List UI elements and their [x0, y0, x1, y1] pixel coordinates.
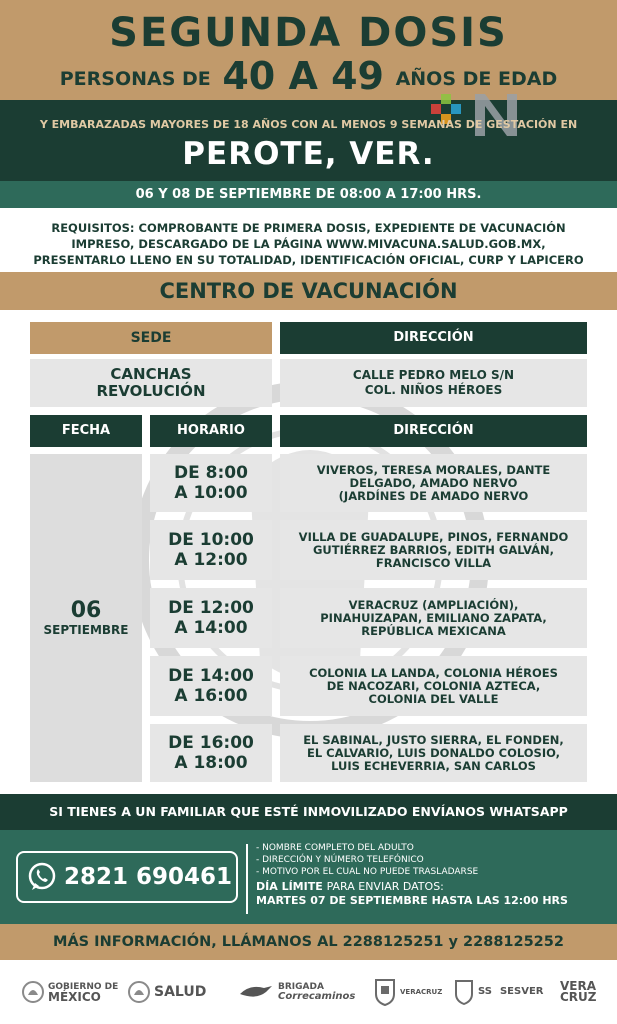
brigada-logo: [238, 976, 355, 1008]
col-fecha-header: FECHA: [30, 415, 142, 447]
colonies-line: VIVEROS, TERESA MORALES, DANTE: [316, 462, 551, 477]
col-direccion-header: DIRECCIÓN: [280, 322, 587, 354]
time-to: A 14:00: [174, 618, 248, 638]
pregnancy-note: Y EMBARAZADAS MAYORES DE 18 AÑOS CON AL MENOS 9 SEMANAS DE GESTACIÓN EN: [39, 118, 578, 131]
sede-address: CALLE PEDRO MELO S/N: [352, 368, 515, 382]
fecha-day: 06: [70, 598, 102, 623]
shield-icon: [454, 979, 474, 1005]
age-suffix: AÑOS DE EDAD: [395, 68, 558, 90]
col-direccion-header: DIRECCIÓN: [280, 415, 587, 447]
footer-logos: [0, 960, 617, 1024]
colonies-line: PINAHUIZAPAN, EMILIANO ZAPATA,: [320, 610, 547, 625]
age-range: 40 A 49: [222, 54, 384, 98]
age-prefix: PERSONAS DE: [59, 68, 211, 90]
city-title: PEROTE, VER.: [182, 136, 435, 172]
time-cell: [150, 454, 272, 512]
eagle-icon: [128, 979, 150, 1005]
salud-label: SALUD: [154, 984, 207, 1000]
col-sede-header: SEDE: [30, 322, 272, 354]
time-cell: [150, 588, 272, 648]
sede-name: CANCHAS: [110, 365, 192, 383]
colonies-line: COLONIA DEL VALLE: [368, 691, 499, 706]
colonies-line: EL SABINAL, JUSTO SIERRA, EL FONDEN,: [303, 732, 564, 747]
whatsapp-phone-box[interactable]: [16, 851, 238, 903]
colonies-line: DE NACOZARI, COLONIA AZTECA,: [326, 678, 541, 693]
colonies-cell: [280, 588, 587, 648]
time-cell: [150, 724, 272, 782]
gob-line: MÉXICO: [48, 990, 101, 1004]
deadline-rest: PARA ENVIAR DATOS:: [326, 880, 444, 893]
sede-cell: [30, 359, 272, 407]
colonies-line: FRANCISCO VILLA: [375, 555, 492, 570]
sesver-logo: [454, 976, 543, 1008]
time-from: DE 12:00: [168, 598, 254, 618]
roadrunner-icon: [238, 982, 274, 1002]
colonies-cell: [280, 656, 587, 716]
data-requirements: [256, 842, 611, 908]
time-to: A 12:00: [174, 550, 248, 570]
col-horario-header: HORARIO: [150, 415, 272, 447]
colonies-line: VILLA DE GUADALUPE, PINOS, FERNANDO: [298, 529, 569, 544]
requirement-item: - NOMBRE COMPLETO DEL ADULTO: [256, 843, 414, 853]
time-cell: [150, 520, 272, 580]
time-from: DE 14:00: [168, 666, 254, 686]
whatsapp-band: SI TIENES A UN FAMILIAR QUE ESTÉ INMOVILIZADO ENVÍANOS WHATSAPP: [0, 794, 617, 830]
gob-line: GOBIERNO DE: [48, 982, 119, 992]
sesver-label: SESVER: [499, 986, 544, 997]
fecha-cell: [30, 454, 142, 782]
sede-address-cell: [280, 359, 587, 407]
dates-band: 06 Y 08 DE SEPTIEMBRE DE 08:00 A 17:00 HRS.: [0, 181, 617, 208]
deadline-line: [256, 880, 611, 894]
deadline-label: DÍA LÍMITE: [256, 880, 323, 893]
requirements: [12, 220, 605, 268]
requirement-item: - MOTIVO POR EL CUAL NO PUEDE TRASLADARSE: [256, 867, 479, 877]
requirements-line: PRESENTARLO LLENO EN SU TOTALIDAD, IDENTIFICACIÓN OFICIAL, CURP Y LAPICERO: [33, 253, 584, 267]
deadline-date: MARTES 07 DE SEPTIEMBRE HASTA LAS 12:00 HRS: [256, 894, 568, 907]
time-cell: [150, 656, 272, 716]
gobierno-mexico-logo: [22, 976, 118, 1008]
veracruz-logo: [560, 976, 597, 1008]
time-to: A 10:00: [174, 483, 248, 503]
veracruz-gob-logo: [374, 976, 442, 1008]
vaccination-center-heading: CENTRO DE VACUNACIÓN: [0, 272, 617, 310]
divider: [246, 844, 248, 914]
sede-name: REVOLUCIÓN: [96, 382, 206, 400]
shield-icon: [374, 978, 396, 1006]
time-from: DE 16:00: [168, 733, 254, 753]
time-from: DE 8:00: [174, 463, 248, 483]
veracruz-logo-line: VERA: [560, 979, 597, 993]
time-from: DE 10:00: [168, 530, 254, 550]
colonies-line: EL CALVARIO, LUIS DONALDO COLOSIO,: [306, 745, 560, 760]
colonies-cell: [280, 724, 587, 782]
ss-label: SS: [478, 986, 492, 997]
colonies-line: (JARDÍNES DE AMADO NERVO: [338, 488, 529, 503]
colonies-cell: [280, 454, 587, 512]
brigada-line: BRIGADA: [278, 982, 324, 992]
colonies-line: DELGADO, AMADO NERVO: [349, 475, 518, 490]
colonies-line: GUTIÉRREZ BARRIOS, EDITH GALVÁN,: [312, 542, 554, 557]
colonies-line: REPÚBLICA MEXICANA: [361, 623, 506, 638]
colonies-line: LUIS ECHEVERRIA, SAN CARLOS: [331, 758, 536, 773]
sede-address: COL. NIÑOS HÉROES: [364, 383, 503, 397]
contact-panel: [0, 830, 617, 924]
salud-logo: [128, 976, 206, 1008]
requirement-item: - DIRECCIÓN Y NÚMERO TELEFÓNICO: [256, 855, 424, 865]
fecha-month: SEPTIEMBRE: [43, 623, 129, 637]
veracruz-logo-line: CRUZ: [560, 990, 597, 1004]
requirements-line: REQUISITOS: COMPROBANTE DE PRIMERA DOSIS, EXPEDIENTE DE VACUNACIÓN: [51, 221, 566, 235]
poster-title: SEGUNDA DOSIS: [109, 10, 508, 56]
time-to: A 18:00: [174, 753, 248, 773]
requirements-line: IMPRESO, DESCARGADO DE LA PÁGINA WWW.MIVACUNA.SALUD.GOB.MX,: [71, 237, 546, 251]
time-to: A 16:00: [174, 686, 248, 706]
colonies-line: COLONIA LA LANDA, COLONIA HÉROES: [309, 665, 558, 680]
colonies-cell: [280, 520, 587, 580]
brigada-line: Correcaminos: [278, 991, 356, 1002]
eagle-icon: [22, 979, 44, 1005]
whatsapp-phone: 2821 690461: [64, 864, 233, 890]
veracruz-label: VERACRUZ: [400, 988, 443, 996]
whatsapp-icon: [26, 861, 58, 893]
info-band: MÁS INFORMACIÓN, LLÁMANOS AL 2288125251 y 2288125252: [0, 924, 617, 960]
colonies-line: VERACRUZ (AMPLIACIÓN),: [348, 597, 519, 612]
